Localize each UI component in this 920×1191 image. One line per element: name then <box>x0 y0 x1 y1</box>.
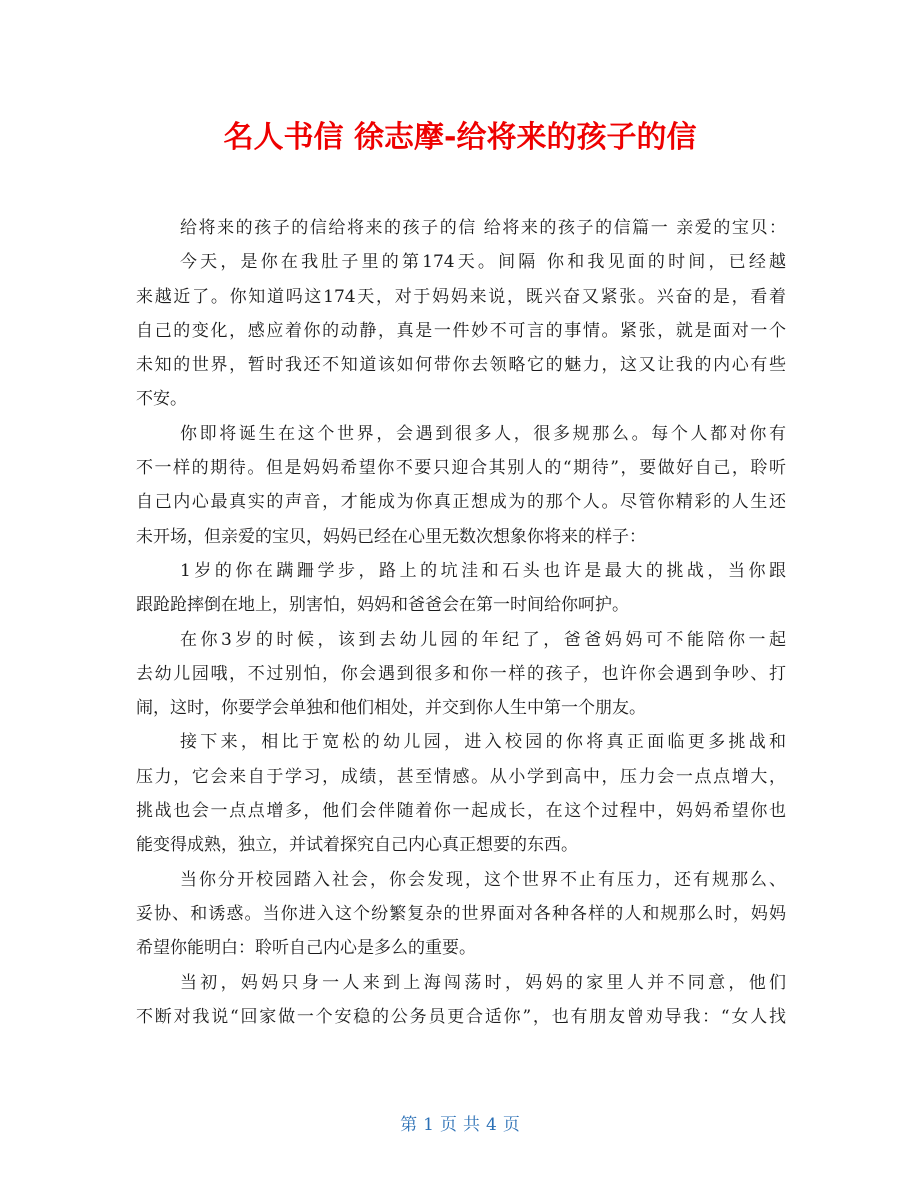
page-number: 1 <box>423 1115 434 1135</box>
total-unit: 页 <box>502 1115 520 1135</box>
text-line: 来越近了。你知道吗这174天，对于妈妈来说，既兴奋又紧张。兴奋的是，看着 <box>136 286 786 307</box>
text-line: 不一样的期待。但是妈妈希望你不要只迎合其别人的“期待”，要做好自己，聆听 <box>136 458 786 479</box>
text-line: 妥协、和诱惑。当你进入这个纷繁复杂的世界面对各种各样的人和规那么时，妈妈 <box>136 903 786 924</box>
text-line: 不安。 <box>136 389 187 410</box>
text-line: 去幼儿园哦，不过别怕，你会遇到很多和你一样的孩子，也许你会遇到争吵、打 <box>136 663 786 684</box>
page-unit: 页 <box>440 1115 457 1135</box>
text-line: 希望你能明白：聆听自己内心是多么的重要。 <box>136 938 476 959</box>
text-line: 给将来的孩子的信给将来的孩子的信 给将来的孩子的信篇一 亲爱的宝贝： <box>180 218 786 238</box>
page-footer <box>0 1110 920 1140</box>
text-line: 未知的世界，暂时我还不知道该如何带你去领略它的魅力，这又让我的内心有些 <box>136 355 786 376</box>
text-line: 接下来，相比于宽松的幼儿园，进入校园的你将真正面临更多挑战和 <box>180 732 786 753</box>
total-pages: 4 <box>486 1115 497 1135</box>
text-line: 不断对我说“回家做一个安稳的公务员更合适你”，也有朋友曾劝导我：“女人找 <box>136 1006 786 1027</box>
text-line: 当你分开校园踏入社会，你会发现，这个世界不止有压力，还有规那么、 <box>180 869 786 890</box>
text-line: 闹，这时，你要学会单独和他们相处，并交到你人生中第一个朋友。 <box>136 698 646 719</box>
letter-body <box>136 211 786 1034</box>
text-line: 当初，妈妈只身一人来到上海闯荡时，妈妈的家里人并不同意，他们 <box>180 972 786 993</box>
text-line: 压力，它会来自于学习，成绩，甚至情感。从小学到高中，压力会一点点增大， <box>136 766 786 787</box>
text-line: 自己内心最真实的声音，才能成为你真正想成为的那个人。尽管你精彩的人生还 <box>136 492 786 513</box>
text-line: 挑战也会一点点增多，他们会伴随着你一起成长，在这个过程中，妈妈希望你也 <box>136 801 786 822</box>
text-line: 1岁的你在蹒跚学步，路上的坑洼和石头也许是最大的挑战，当你跟 <box>180 560 786 581</box>
text-line: 自己的变化，感应着你的动静，真是一件妙不可言的事情。紧张，就是面对一个 <box>136 320 786 341</box>
text-line: 在你3岁的时候，该到去幼儿园的年纪了，爸爸妈妈可不能陪你一起 <box>180 629 786 650</box>
text-line: 跟跄跄摔倒在地上，别害怕，妈妈和爸爸会在第一时间给你呵护。 <box>136 595 629 616</box>
text-line: 未开场，但亲爱的宝贝，妈妈已经在心里无数次想象你将来的样子： <box>136 526 646 547</box>
page-label: 第 <box>400 1115 418 1135</box>
text-line: 能变得成熟，独立，并试着探究自己内心真正想要的东西。 <box>136 835 578 856</box>
total-label: 共 <box>463 1115 480 1135</box>
page-title: 名人书信 徐志摩-给将来的孩子的信 <box>223 120 697 155</box>
text-line: 你即将诞生在这个世界，会遇到很多人，很多规那么。每个人都对你有 <box>180 423 786 444</box>
text-line: 今天，是你在我肚子里的第174天。间隔 你和我见面的时间，已经越 <box>180 252 786 273</box>
